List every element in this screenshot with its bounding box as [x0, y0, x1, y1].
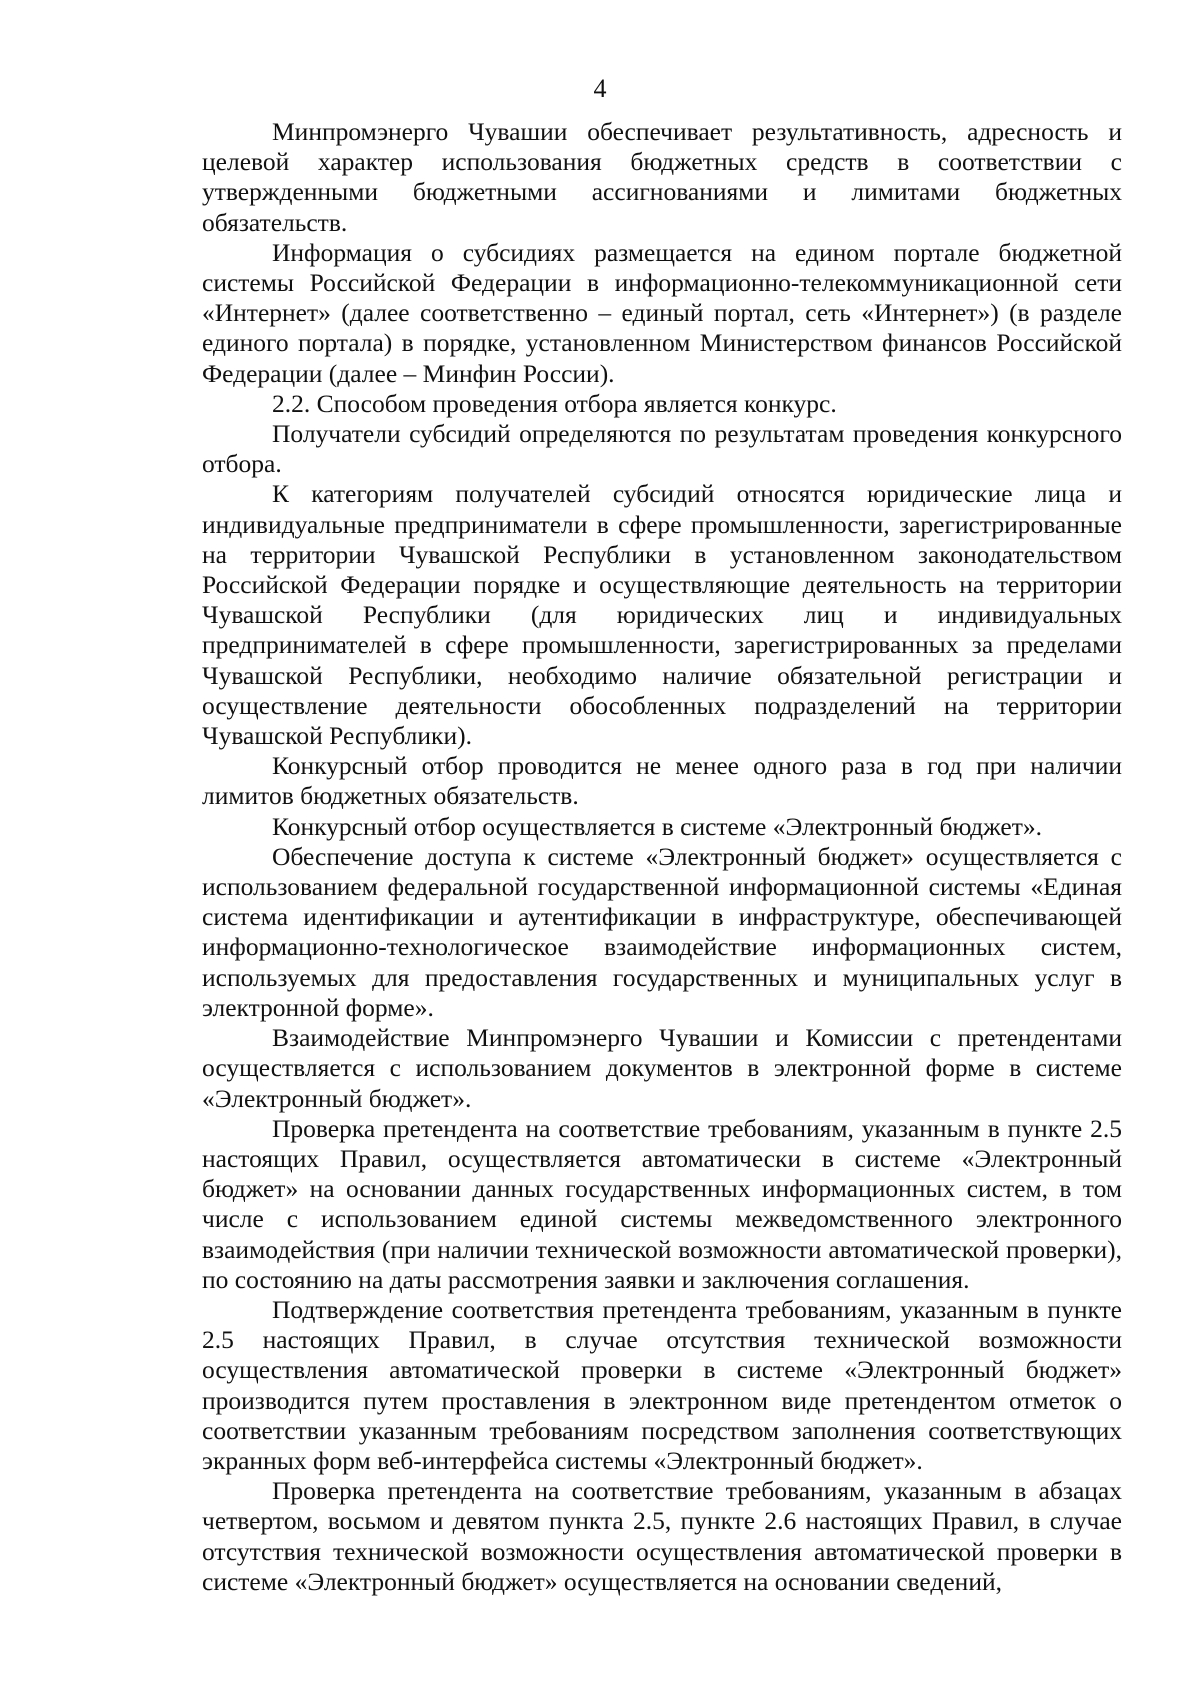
document-body	[202, 117, 1122, 1597]
paragraph: Информация о субсидиях размещается на едином портале бюджетной системы Российской Федерации в информационно-телекоммуникационной сети «Интернет» (далее соответственно – единый портал, сеть «Интернет») (в разделе единого портала) в порядке, установленном Министерством финансов Российской Федерации (далее – Минфин России).	[202, 237, 1122, 388]
paragraph: Проверка претендента на соответствие требованиям, указанным в абзацах четвертом, восьмом и девятом пункта 2.5, пункте 2.6 настоящих Правил, в случае отсутствия технической возможности осуществления автоматической проверки в системе «Электронный бюджет» осуществляется на основании сведений,	[202, 1476, 1122, 1596]
paragraph: Конкурсный отбор проводится не менее одного раза в год при наличии лимитов бюджетных обязательств.	[202, 751, 1122, 811]
paragraph: Минпромэнерго Чувашии обеспечивает результативность, адресность и целевой характер использования бюджетных средств в соответствии с утвержденными бюджетными ассигнованиями и лимитами бюджетных обязательств.	[202, 117, 1122, 237]
paragraph: К категориям получателей субсидий относятся юридические лица и индивидуальные предприниматели в сфере промышленности, зарегистрированные на территории Чувашской Республики в установленном законодательством Российской Федерации порядке и осуществляющие деятельность на территории Чувашской Республики (для юридических лиц и индивидуальных предпринимателей в сфере промышленности, зарегистрированных за пределами Чувашской Республики, необходимо наличие обязательной регистрации и осуществление деятельности обособленных подразделений на территории Чувашской Республики).	[202, 479, 1122, 751]
paragraph: Подтверждение соответствия претендента требованиям, указанным в пункте 2.5 настоящих Правил, в случае отсутствия технической возможности осуществления автоматической проверки в системе «Электронный бюджет» производится путем проставления в электронном виде претендентом отметок о соответствии указанным требованиям посредством заполнения соответствующих экранных форм веб-интерфейса системы «Электронный бюджет».	[202, 1294, 1122, 1475]
paragraph: Проверка претендента на соответствие требованиям, указанным в пункте 2.5 настоящих Правил, осуществляется автоматически в системе «Электронный бюджет» на основании данных государственных информационных систем, в том числе с использованием единой системы межведомственного электронного взаимодействия (при наличии технической возможности автоматической проверки), по состоянию на даты рассмотрения заявки и заключения соглашения.	[202, 1113, 1122, 1294]
paragraph: 2.2. Способом проведения отбора является конкурс.	[272, 388, 837, 418]
paragraph: Конкурсный отбор осуществляется в системе «Электронный бюджет».	[272, 811, 1043, 841]
paragraph: Обеспечение доступа к системе «Электронный бюджет» осуществляется с использованием федеральной государственной информационной системы «Единая система идентификации и аутентификации в инфраструктуре, обеспечивающей информационно-технологическое взаимодействие информационных систем, используемых для предоставления государственных и муниципальных услуг в электронной форме».	[202, 841, 1122, 1022]
paragraph: Получатели субсидий определяются по результатам проведения конкурсного отбора.	[202, 419, 1122, 479]
page-number: 4	[593, 74, 607, 103]
paragraph: Взаимодействие Минпромэнерго Чувашии и Комиссии с претендентами осуществляется с использованием документов в электронной форме в системе «Электронный бюджет».	[202, 1023, 1122, 1113]
